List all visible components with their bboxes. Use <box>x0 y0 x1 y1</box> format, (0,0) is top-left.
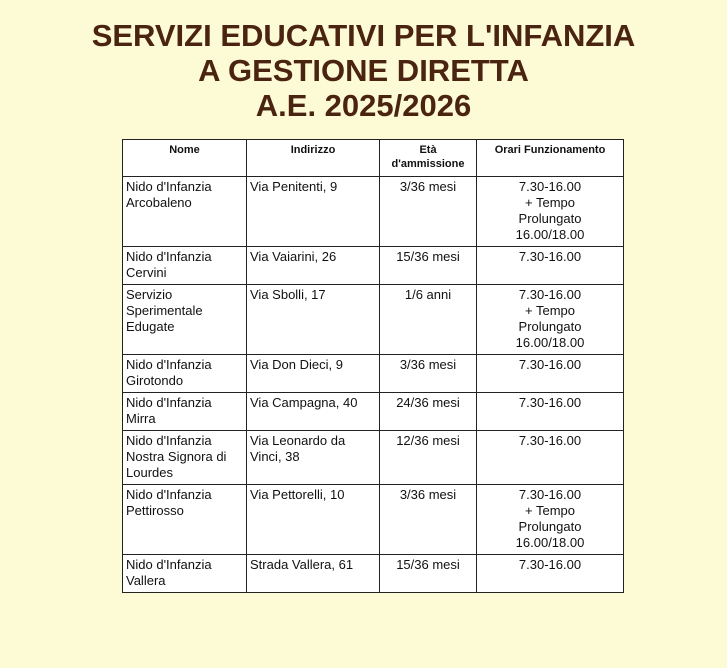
orari-line: 7.30-16.00 <box>518 357 582 372</box>
header-nome: Nome <box>123 140 247 177</box>
orari-line: + Tempo <box>525 503 575 518</box>
orari-line: 16.00/18.00 <box>515 335 585 350</box>
cell-eta: 24/36 mesi <box>380 393 477 431</box>
cell-orari <box>477 431 624 485</box>
header-eta: Età d'ammissione <box>380 140 477 177</box>
orari-line: + Tempo <box>525 303 575 318</box>
orari-line: 16.00/18.00 <box>515 227 585 242</box>
table-row <box>123 285 624 355</box>
orari-line: 7.30-16.00 <box>518 249 582 264</box>
cell-nome: Nido d'Infanzia Cervini <box>123 247 247 285</box>
cell-eta: 12/36 mesi <box>380 431 477 485</box>
orari-line: 7.30-16.00 <box>518 179 582 194</box>
table-row <box>123 485 624 555</box>
orari-line: 16.00/18.00 <box>515 535 585 550</box>
cell-eta: 3/36 mesi <box>380 355 477 393</box>
cell-orari <box>477 393 624 431</box>
orari-line: 7.30-16.00 <box>518 487 582 502</box>
cell-orari <box>477 485 624 555</box>
orari-line: + Tempo <box>525 195 575 210</box>
cell-indirizzo: Via Penitenti, 9 <box>247 177 380 247</box>
table-row <box>123 177 624 247</box>
title-line-3: A.E. 2025/2026 <box>255 88 472 123</box>
orari-line: 7.30-16.00 <box>518 433 582 448</box>
orari-line: 7.30-16.00 <box>518 395 582 410</box>
cell-eta: 3/36 mesi <box>380 485 477 555</box>
page-title <box>0 18 727 123</box>
services-table <box>122 139 624 593</box>
cell-nome: Nido d'Infanzia Pettirosso <box>123 485 247 555</box>
cell-eta: 15/36 mesi <box>380 555 477 593</box>
header-orari: Orari Funzionamento <box>477 140 624 177</box>
orari-line: Prolungato <box>518 319 582 334</box>
cell-orari <box>477 355 624 393</box>
cell-indirizzo: Via Leonardo da Vinci, 38 <box>247 431 380 485</box>
orari-line: Prolungato <box>518 211 582 226</box>
cell-eta: 1/6 anni <box>380 285 477 355</box>
orari-line: 7.30-16.00 <box>518 557 582 572</box>
cell-indirizzo: Via Pettorelli, 10 <box>247 485 380 555</box>
cell-eta: 15/36 mesi <box>380 247 477 285</box>
table-row <box>123 247 624 285</box>
cell-nome: Nido d'Infanzia Arcobaleno <box>123 177 247 247</box>
cell-orari <box>477 555 624 593</box>
table-row <box>123 355 624 393</box>
title-line-1: SERVIZI EDUCATIVI PER L'INFANZIA <box>91 18 636 53</box>
table-row <box>123 431 624 485</box>
table-header-row <box>123 140 624 177</box>
cell-orari <box>477 247 624 285</box>
header-indirizzo: Indirizzo <box>247 140 380 177</box>
cell-nome: Servizio Sperimentale Edugate <box>123 285 247 355</box>
orari-line: Prolungato <box>518 519 582 534</box>
table-row <box>123 555 624 593</box>
cell-indirizzo: Via Don Dieci, 9 <box>247 355 380 393</box>
cell-nome: Nido d'Infanzia Vallera <box>123 555 247 593</box>
orari-line: 7.30-16.00 <box>518 287 582 302</box>
cell-orari <box>477 285 624 355</box>
cell-nome: Nido d'Infanzia Nostra Signora di Lourdes <box>123 431 247 485</box>
cell-indirizzo: Via Sbolli, 17 <box>247 285 380 355</box>
cell-indirizzo: Strada Vallera, 61 <box>247 555 380 593</box>
cell-eta: 3/36 mesi <box>380 177 477 247</box>
cell-nome: Nido d'Infanzia Mirra <box>123 393 247 431</box>
cell-orari <box>477 177 624 247</box>
table-row <box>123 393 624 431</box>
title-line-2: A GESTIONE DIRETTA <box>198 53 529 88</box>
cell-indirizzo: Via Campagna, 40 <box>247 393 380 431</box>
cell-nome: Nido d'Infanzia Girotondo <box>123 355 247 393</box>
cell-indirizzo: Via Vaiarini, 26 <box>247 247 380 285</box>
